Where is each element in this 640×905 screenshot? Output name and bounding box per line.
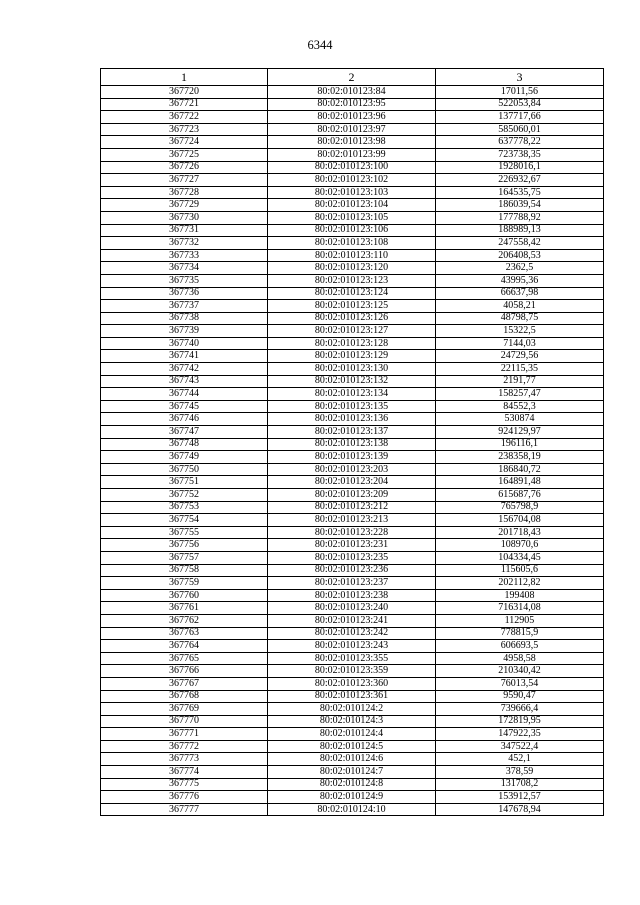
table-header-row [101,69,604,86]
value-cell: 158257,47 [436,388,604,401]
table-row [101,476,604,489]
value-cell: 585060,01 [436,123,604,136]
table-row [101,274,604,287]
cadastral-number-cell: 80:02:010123:209 [268,489,436,502]
table-row [101,640,604,653]
row-number-cell: 367765 [101,652,268,665]
table-row [101,652,604,665]
cadastral-number-cell: 80:02:010123:124 [268,287,436,300]
table-row [101,614,604,627]
row-number-cell: 367735 [101,274,268,287]
table-row [101,451,604,464]
value-cell: 147922,35 [436,728,604,741]
row-number-cell: 367760 [101,589,268,602]
value-cell: 739666,4 [436,703,604,716]
cadastral-number-cell: 80:02:010123:98 [268,136,436,149]
row-number-cell: 367768 [101,690,268,703]
value-cell: 186039,54 [436,199,604,212]
value-cell: 43995,36 [436,274,604,287]
cadastral-number-cell: 80:02:010123:237 [268,577,436,590]
row-number-cell: 367769 [101,703,268,716]
cadastral-number-cell: 80:02:010123:236 [268,564,436,577]
row-number-cell: 367771 [101,728,268,741]
table-row [101,803,604,816]
table-row [101,148,604,161]
cadastral-number-cell: 80:02:010123:120 [268,262,436,275]
table-row [101,501,604,514]
cadastral-number-cell: 80:02:010123:203 [268,463,436,476]
table-row [101,778,604,791]
value-cell: 188989,13 [436,224,604,237]
cadastral-number-cell: 80:02:010123:95 [268,98,436,111]
table-row [101,237,604,250]
table-row [101,249,604,262]
value-cell: 778815,9 [436,627,604,640]
cadastral-number-cell: 80:02:010124:3 [268,715,436,728]
table-row [101,539,604,552]
table-row [101,703,604,716]
cadastral-number-cell: 80:02:010123:134 [268,388,436,401]
table-row [101,86,604,99]
cadastral-number-cell: 80:02:010123:361 [268,690,436,703]
cadastral-number-cell: 80:02:010123:135 [268,400,436,413]
table-row [101,224,604,237]
row-number-cell: 367776 [101,791,268,804]
row-number-cell: 367730 [101,211,268,224]
table-row [101,602,604,615]
row-number-cell: 367750 [101,463,268,476]
row-number-cell: 367740 [101,337,268,350]
value-cell: 24729,56 [436,350,604,363]
row-number-cell: 367746 [101,413,268,426]
value-cell: 723738,35 [436,148,604,161]
row-number-cell: 367749 [101,451,268,464]
table-row [101,325,604,338]
row-number-cell: 367727 [101,174,268,187]
cadastral-number-cell: 80:02:010124:8 [268,778,436,791]
table-row [101,211,604,224]
cadastral-number-cell: 80:02:010123:360 [268,677,436,690]
value-cell: 15322,5 [436,325,604,338]
table-body [101,86,604,816]
value-cell: 522053,84 [436,98,604,111]
value-cell: 172819,95 [436,715,604,728]
value-cell: 606693,5 [436,640,604,653]
row-number-cell: 367754 [101,514,268,527]
cadastral-number-cell: 80:02:010123:97 [268,123,436,136]
value-cell: 196116,1 [436,438,604,451]
row-number-cell: 367722 [101,111,268,124]
value-cell: 765798,9 [436,501,604,514]
value-cell: 131708,2 [436,778,604,791]
cadastral-number-cell: 80:02:010124:4 [268,728,436,741]
cadastral-number-cell: 80:02:010123:102 [268,174,436,187]
table-row [101,715,604,728]
table-row [101,337,604,350]
cadastral-number-cell: 80:02:010123:99 [268,148,436,161]
table-row [101,665,604,678]
value-cell: 206408,53 [436,249,604,262]
table-row [101,577,604,590]
row-number-cell: 367720 [101,86,268,99]
table-row [101,564,604,577]
row-number-cell: 367736 [101,287,268,300]
table-row [101,111,604,124]
cadastral-number-cell: 80:02:010123:110 [268,249,436,262]
page-number: 6344 [307,38,333,52]
row-number-cell: 367761 [101,602,268,615]
row-number-cell: 367766 [101,665,268,678]
cadastral-number-cell: 80:02:010124:5 [268,740,436,753]
row-number-cell: 367756 [101,539,268,552]
row-number-cell: 367757 [101,551,268,564]
table-row [101,627,604,640]
cadastral-number-cell: 80:02:010123:137 [268,426,436,439]
cadastral-number-cell: 80:02:010123:84 [268,86,436,99]
cadastral-number-cell: 80:02:010123:212 [268,501,436,514]
cadastral-number-cell: 80:02:010123:213 [268,514,436,527]
cadastral-number-cell: 80:02:010124:10 [268,803,436,816]
table-row [101,413,604,426]
row-number-cell: 367758 [101,564,268,577]
value-cell: 177788,92 [436,211,604,224]
table-row [101,740,604,753]
value-cell: 7144,03 [436,337,604,350]
value-cell: 637778,22 [436,136,604,149]
table-row [101,388,604,401]
table-row [101,463,604,476]
table-row [101,186,604,199]
value-cell: 104334,45 [436,551,604,564]
value-cell: 4958,58 [436,652,604,665]
row-number-cell: 367773 [101,753,268,766]
row-number-cell: 367755 [101,526,268,539]
row-number-cell: 367734 [101,262,268,275]
table-row [101,363,604,376]
value-cell: 452,1 [436,753,604,766]
value-cell: 210340,42 [436,665,604,678]
value-cell: 347522,4 [436,740,604,753]
cadastral-number-cell: 80:02:010123:132 [268,375,436,388]
row-number-cell: 367763 [101,627,268,640]
cadastral-number-cell: 80:02:010124:2 [268,703,436,716]
value-cell: 716314,08 [436,602,604,615]
table-row [101,728,604,741]
table-row [101,174,604,187]
cadastral-number-cell: 80:02:010123:96 [268,111,436,124]
table-row [101,262,604,275]
row-number-cell: 367775 [101,778,268,791]
row-number-cell: 367770 [101,715,268,728]
cadastral-number-cell: 80:02:010123:240 [268,602,436,615]
row-number-cell: 367728 [101,186,268,199]
column-header-2: 2 [268,69,436,86]
table-row [101,677,604,690]
row-number-cell: 367764 [101,640,268,653]
row-number-cell: 367753 [101,501,268,514]
row-number-cell: 367729 [101,199,268,212]
table-row [101,766,604,779]
value-cell: 530874 [436,413,604,426]
cadastral-number-cell: 80:02:010123:231 [268,539,436,552]
row-number-cell: 367745 [101,400,268,413]
value-cell: 202112,82 [436,577,604,590]
table-row [101,287,604,300]
value-cell: 156704,08 [436,514,604,527]
value-cell: 9590,47 [436,690,604,703]
cadastral-number-cell: 80:02:010123:242 [268,627,436,640]
value-cell: 112905 [436,614,604,627]
row-number-cell: 367747 [101,426,268,439]
value-cell: 164535,75 [436,186,604,199]
row-number-cell: 367777 [101,803,268,816]
row-number-cell: 367751 [101,476,268,489]
value-cell: 115605,6 [436,564,604,577]
row-number-cell: 367732 [101,237,268,250]
row-number-cell: 367767 [101,677,268,690]
cadastral-number-cell: 80:02:010123:129 [268,350,436,363]
table-row [101,791,604,804]
row-number-cell: 367733 [101,249,268,262]
value-cell: 924129,97 [436,426,604,439]
value-cell: 226932,67 [436,174,604,187]
table-row [101,526,604,539]
cadastral-number-cell: 80:02:010124:7 [268,766,436,779]
row-number-cell: 367762 [101,614,268,627]
cadastral-number-cell: 80:02:010123:108 [268,237,436,250]
value-cell: 201718,43 [436,526,604,539]
row-number-cell: 367738 [101,312,268,325]
table-row [101,489,604,502]
row-number-cell: 367725 [101,148,268,161]
cadastral-number-cell: 80:02:010123:243 [268,640,436,653]
value-cell: 378,59 [436,766,604,779]
value-cell: 108970,6 [436,539,604,552]
table-row [101,438,604,451]
row-number-cell: 367774 [101,766,268,779]
cadastral-number-cell: 80:02:010123:136 [268,413,436,426]
value-cell: 615687,76 [436,489,604,502]
table-row [101,98,604,111]
value-cell: 2362,5 [436,262,604,275]
table-row [101,514,604,527]
table-row [101,136,604,149]
table-row [101,300,604,313]
row-number-cell: 367748 [101,438,268,451]
cadastral-number-cell: 80:02:010124:6 [268,753,436,766]
table-row [101,551,604,564]
cadastral-number-cell: 80:02:010123:103 [268,186,436,199]
table-row [101,690,604,703]
row-number-cell: 367752 [101,489,268,502]
row-number-cell: 367737 [101,300,268,313]
cadastral-number-cell: 80:02:010123:104 [268,199,436,212]
row-number-cell: 367759 [101,577,268,590]
table-row [101,350,604,363]
row-number-cell: 367731 [101,224,268,237]
table-row [101,375,604,388]
cadastral-number-cell: 80:02:010123:228 [268,526,436,539]
cadastral-number-cell: 80:02:010123:125 [268,300,436,313]
cadastral-number-cell: 80:02:010124:9 [268,791,436,804]
cadastral-number-cell: 80:02:010123:238 [268,589,436,602]
table-row [101,312,604,325]
value-cell: 137717,66 [436,111,604,124]
value-cell: 186840,72 [436,463,604,476]
cadastral-number-cell: 80:02:010123:130 [268,363,436,376]
cadastral-number-cell: 80:02:010123:100 [268,161,436,174]
table-row [101,426,604,439]
table-row [101,161,604,174]
value-cell: 84552,3 [436,400,604,413]
cadastral-number-cell: 80:02:010123:235 [268,551,436,564]
row-number-cell: 367741 [101,350,268,363]
row-number-cell: 367721 [101,98,268,111]
cadastral-number-cell: 80:02:010123:106 [268,224,436,237]
value-cell: 247558,42 [436,237,604,250]
value-cell: 4058,21 [436,300,604,313]
value-cell: 153912,57 [436,791,604,804]
cadastral-number-cell: 80:02:010123:138 [268,438,436,451]
value-cell: 48798,75 [436,312,604,325]
row-number-cell: 367726 [101,161,268,174]
row-number-cell: 367743 [101,375,268,388]
cadastral-number-cell: 80:02:010123:126 [268,312,436,325]
row-number-cell: 367742 [101,363,268,376]
table-row [101,123,604,136]
row-number-cell: 367724 [101,136,268,149]
row-number-cell: 367744 [101,388,268,401]
table-row [101,589,604,602]
value-cell: 22115,35 [436,363,604,376]
cadastral-number-cell: 80:02:010123:105 [268,211,436,224]
cadastral-number-cell: 80:02:010123:204 [268,476,436,489]
value-cell: 66637,98 [436,287,604,300]
value-cell: 164891,48 [436,476,604,489]
table-row [101,400,604,413]
column-header-3: 3 [436,69,604,86]
cadastral-number-cell: 80:02:010123:355 [268,652,436,665]
table-row [101,199,604,212]
cadastral-number-cell: 80:02:010123:359 [268,665,436,678]
table-row [101,753,604,766]
cadastral-number-cell: 80:02:010123:241 [268,614,436,627]
data-table [100,68,604,816]
value-cell: 147678,94 [436,803,604,816]
value-cell: 17011,56 [436,86,604,99]
row-number-cell: 367739 [101,325,268,338]
row-number-cell: 367772 [101,740,268,753]
cadastral-number-cell: 80:02:010123:139 [268,451,436,464]
column-header-1: 1 [101,69,268,86]
value-cell: 2191,77 [436,375,604,388]
cadastral-number-cell: 80:02:010123:123 [268,274,436,287]
value-cell: 199408 [436,589,604,602]
row-number-cell: 367723 [101,123,268,136]
cadastral-number-cell: 80:02:010123:128 [268,337,436,350]
value-cell: 238358,19 [436,451,604,464]
cadastral-number-cell: 80:02:010123:127 [268,325,436,338]
value-cell: 76013,54 [436,677,604,690]
value-cell: 1928016,1 [436,161,604,174]
